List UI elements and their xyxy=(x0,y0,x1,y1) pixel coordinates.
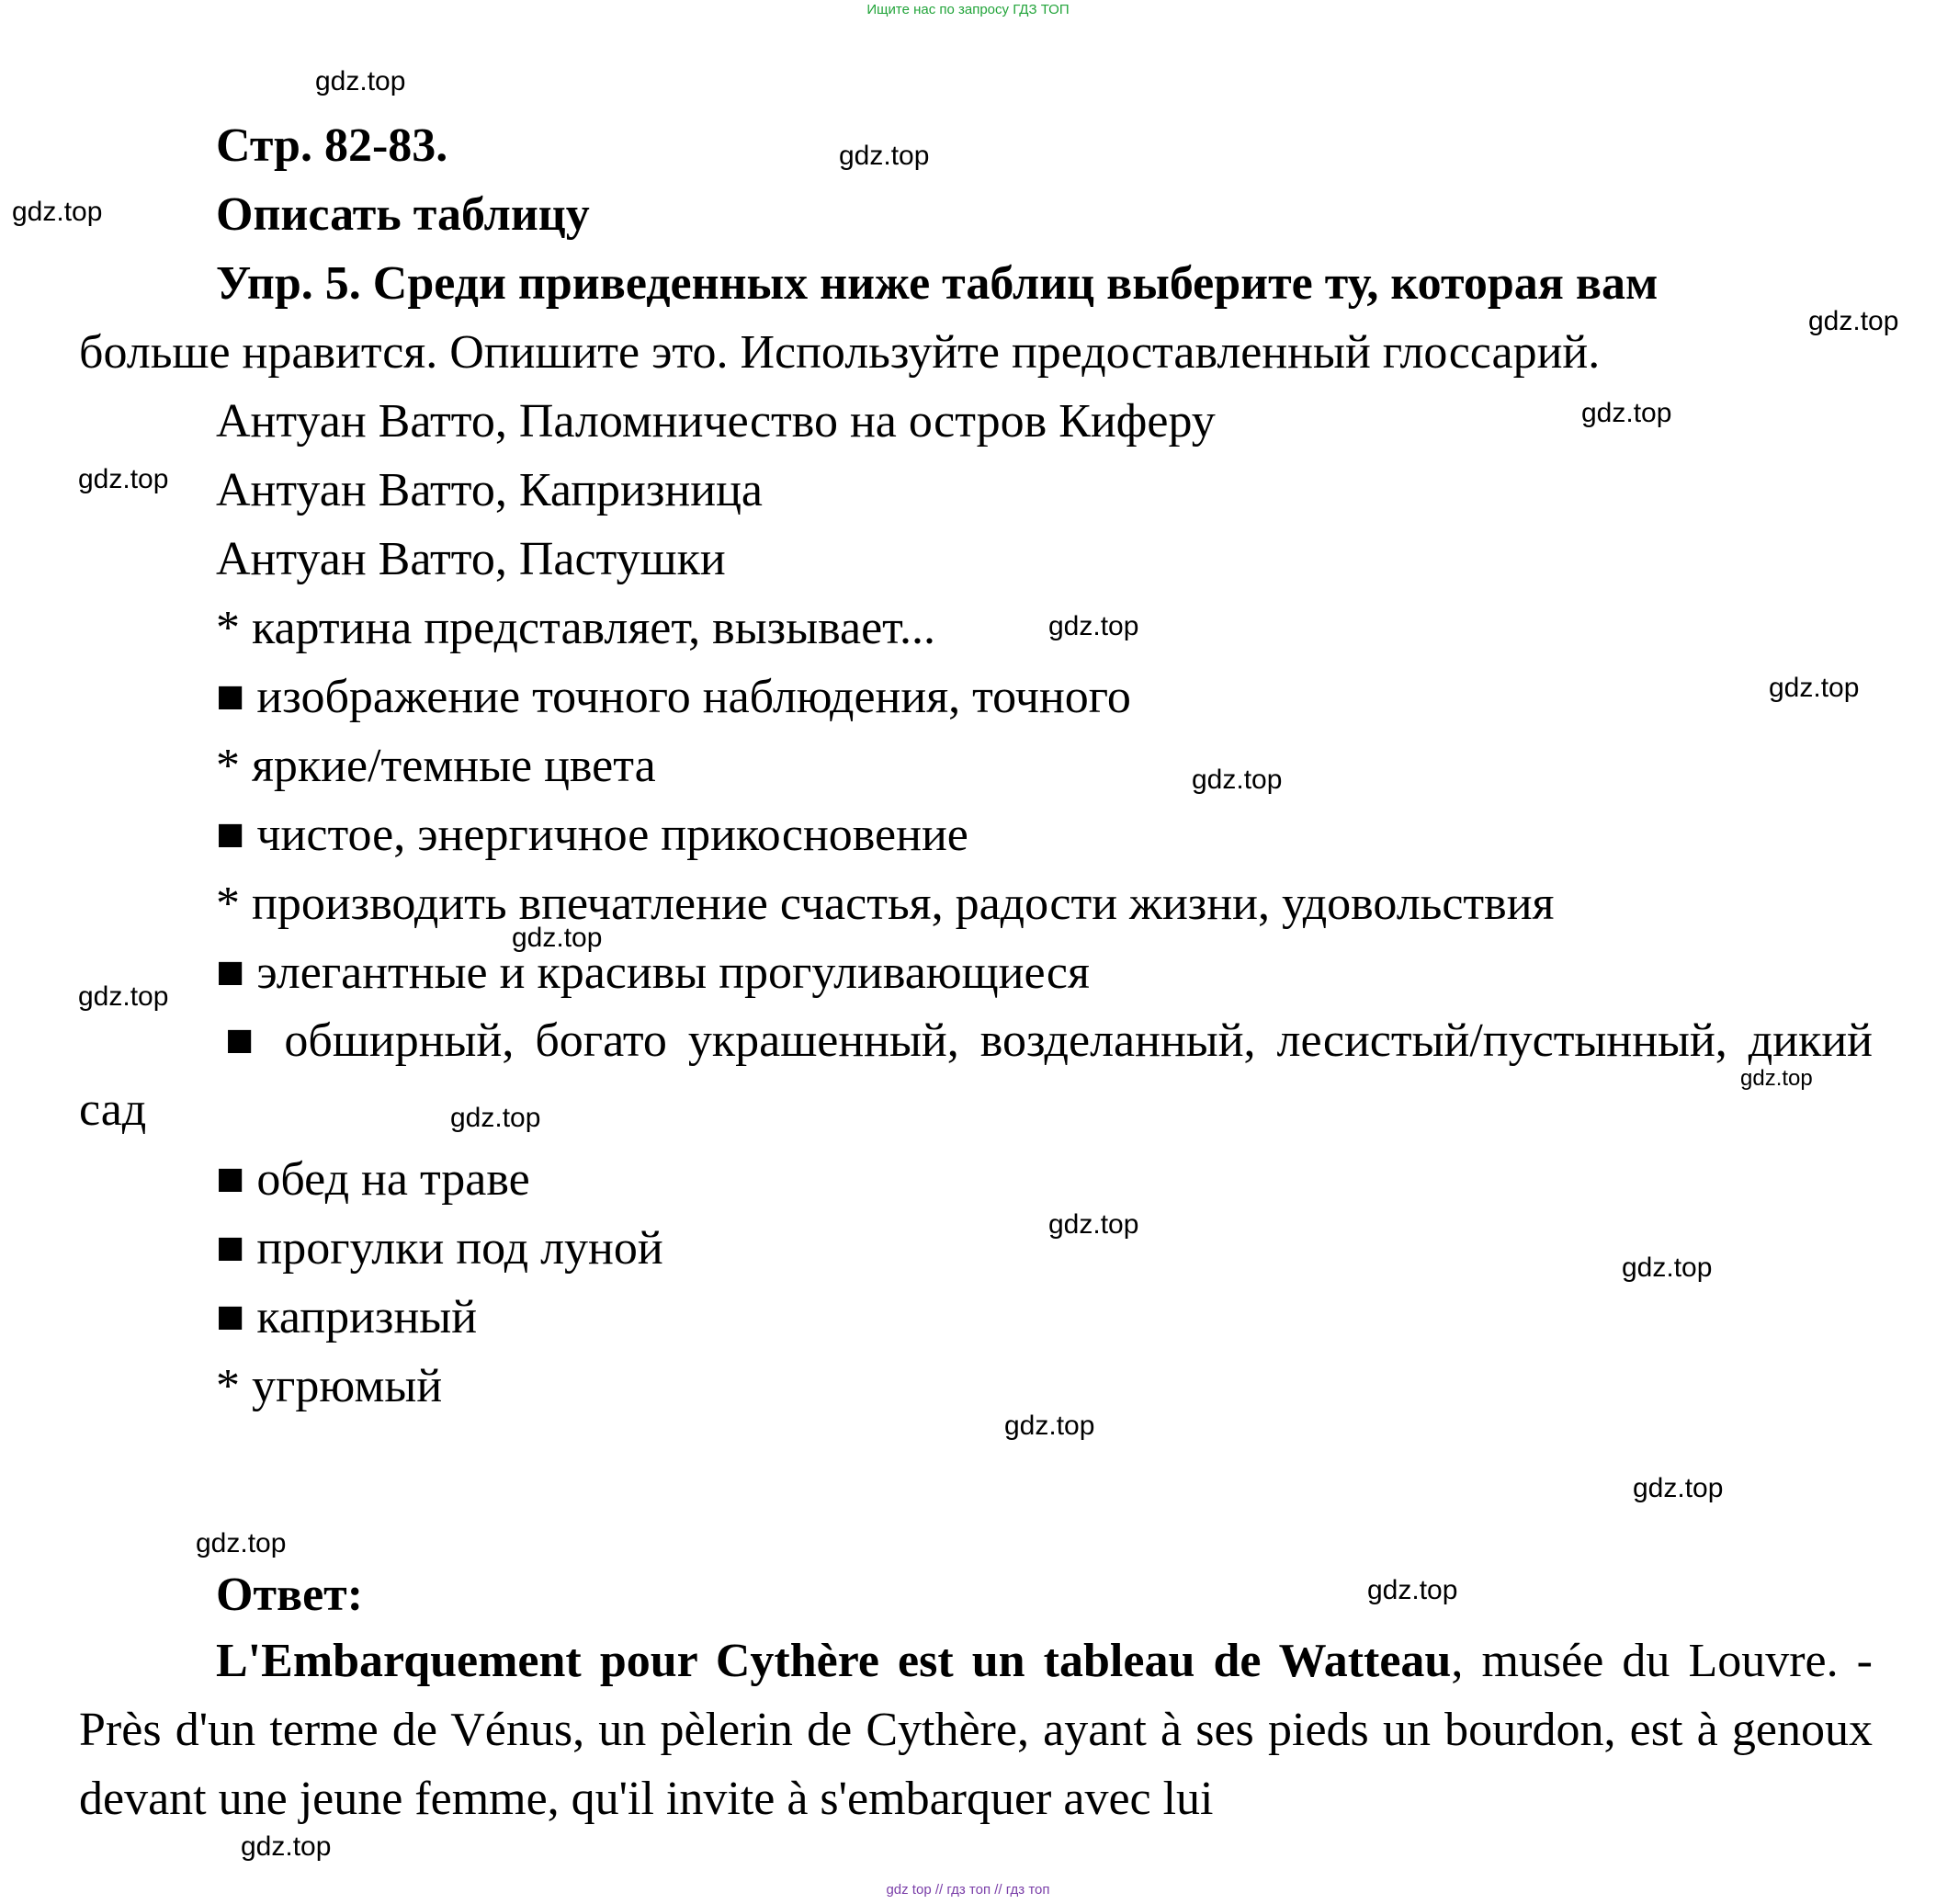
painting-item: Антуан Ватто, Капризница xyxy=(216,464,763,516)
glossary-item: ■ изображение точного наблюдения, точного xyxy=(216,671,1131,723)
watermark: gdz.top xyxy=(315,66,406,96)
answer-label: Ответ: xyxy=(216,1569,364,1621)
watermark: gdz.top xyxy=(1769,673,1860,703)
watermark: gdz.top xyxy=(1048,611,1139,641)
answer-text: , musée du Louvre. - Près d'un terme de Vénus, un pèlerin de Cythère, ayant à ses pieds un bourdon, est à genoux devant une jeune femme, qu'il invite à s'embarquer avec lui xyxy=(79,1635,1873,1825)
watermark: gdz.top xyxy=(78,981,169,1012)
watermark: gdz.top xyxy=(1633,1473,1724,1503)
answer-paragraph xyxy=(79,1626,1873,1833)
glossary-item: * картина представляет, вызывает... xyxy=(216,602,935,654)
topic-title: Описать таблицу xyxy=(216,188,590,241)
answer-bold-lead: L'Embarquement pour Cythère est un tableau de Watteau xyxy=(216,1635,1452,1687)
glossary-garden-item xyxy=(79,1006,1873,1144)
watermark: gdz.top xyxy=(78,464,169,494)
glossary-item: ■ прогулки под луной xyxy=(216,1222,663,1275)
watermark: gdz.top xyxy=(1581,398,1672,428)
glossary-item: ■ элегантные и красивы прогуливающиеся xyxy=(216,946,1090,999)
glossary-item: ■ капризный xyxy=(216,1291,478,1343)
watermark: gdz.top xyxy=(1192,765,1283,795)
watermark: gdz.top xyxy=(1048,1209,1139,1240)
page-reference: Стр. 82-83. xyxy=(216,119,448,172)
top-search-note: Ищите нас по запросу ГДЗ ТОП xyxy=(866,2,1070,17)
watermark: gdz.top xyxy=(450,1103,541,1133)
watermark: gdz.top xyxy=(512,923,603,953)
watermark: gdz.top xyxy=(196,1528,287,1558)
watermark: gdz.top xyxy=(1740,1066,1813,1091)
watermark: gdz.top xyxy=(1004,1411,1095,1441)
painting-item: Антуан Ватто, Паломничество на остров Киферу xyxy=(216,395,1216,448)
glossary-item: ■ чистое, энергичное прикосновение xyxy=(216,809,968,861)
exercise-continuation: больше нравится. Опишите это. Используйте предоставленный глоссарий. xyxy=(79,326,1601,379)
watermark: gdz.top xyxy=(839,141,930,171)
watermark: gdz.top xyxy=(241,1831,332,1862)
watermark: gdz.top xyxy=(12,197,103,227)
watermark: gdz.top xyxy=(1367,1575,1458,1605)
painting-item: Антуан Ватто, Пастушки xyxy=(216,533,726,585)
bottom-note: gdz top // гдз топ // гдз топ xyxy=(886,1882,1050,1898)
watermark: gdz.top xyxy=(1622,1252,1713,1283)
glossary-item: ■ обед на траве xyxy=(216,1153,530,1206)
exercise-label: Упр. 5. Среди приведенных ниже таблиц выберите ту, которая вам xyxy=(216,257,1659,310)
glossary-item: * угрюмый xyxy=(216,1360,443,1412)
glossary-item: * производить впечатление счастья, радости жизни, удовольствия xyxy=(216,878,1555,930)
glossary-item: * яркие/темные цвета xyxy=(216,740,656,792)
watermark: gdz.top xyxy=(1808,306,1899,336)
garden-text: ■ обширный, богато украшенный, возделанный, лесистый/пустынный, дикий сад xyxy=(79,1014,1873,1136)
